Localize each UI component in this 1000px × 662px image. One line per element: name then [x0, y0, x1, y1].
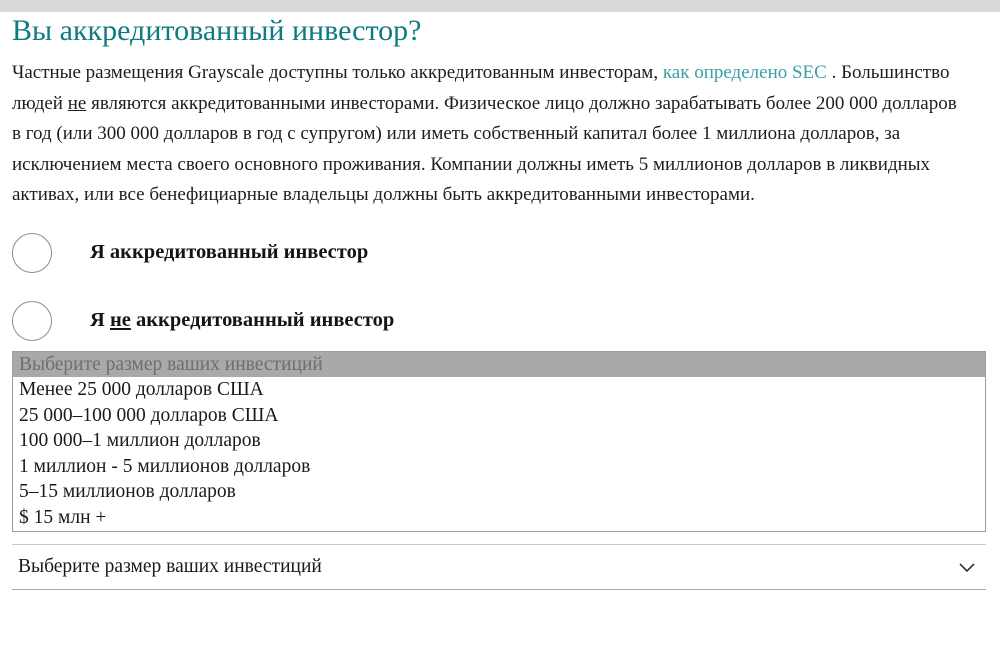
listbox-option[interactable]: 1 миллион - 5 миллионов долларов [19, 455, 311, 477]
listbox-option[interactable]: $ 15 млн + [19, 507, 107, 529]
intro-paragraph [0, 50, 1000, 211]
radio-button-not-accredited[interactable] [12, 301, 52, 341]
radio-option-not-accredited[interactable] [0, 301, 1000, 341]
select-value: Выберите размер ваших инвестиций [18, 555, 322, 577]
page-title: Вы аккредитованный инвестор? [12, 14, 422, 47]
listbox-option[interactable]: 25 000–100 000 долларов США [19, 404, 279, 426]
intro-text-part2: . Большинство людей [12, 62, 950, 114]
radio-option-accredited[interactable] [0, 233, 1000, 273]
radio-button-accredited[interactable] [12, 233, 52, 273]
sec-definition-link[interactable]: как определено SEC [662, 62, 827, 83]
radio-label-not-accredited [90, 309, 394, 332]
listbox-option[interactable]: Менее 25 000 долларов США [19, 379, 264, 401]
radio-label-accredited: Я аккредитованный инвестор [90, 241, 369, 263]
listbox-option[interactable]: 100 000–1 миллион долларов [19, 430, 261, 452]
radio-label-underline: не [109, 309, 131, 331]
listbox-option[interactable]: 5–15 миллионов долларов [19, 481, 236, 503]
page-content [0, 12, 1000, 590]
intro-text-underlined: не [67, 92, 87, 114]
intro-text-part3: являются аккредитованными инвесторами. Физическое лицо должно зарабатывать более 200 000 долларов в год (или 300 000 долларов в год с супругом) или иметь собственный капитал более 1 миллиона долларов, за исключением места своего основного проживания. Компании должны иметь 5 миллионов долларов в ликвидных активах, или все бенефициарные владельцы должны быть аккредитованными инвесторами. [12, 92, 957, 205]
chevron-down-icon[interactable] [956, 556, 978, 578]
top-bar [0, 0, 1000, 12]
radio-label-prefix: Я [90, 309, 110, 331]
radio-label-suffix: аккредитованный инвестор [130, 309, 395, 331]
investment-size-listbox[interactable] [12, 351, 986, 532]
investment-size-select[interactable] [12, 544, 986, 590]
intro-text-part1: Частные размещения Grayscale доступны только аккредитованным инвесторам, [12, 62, 663, 83]
listbox-placeholder[interactable]: Выберите размер ваших инвестиций [13, 352, 985, 378]
